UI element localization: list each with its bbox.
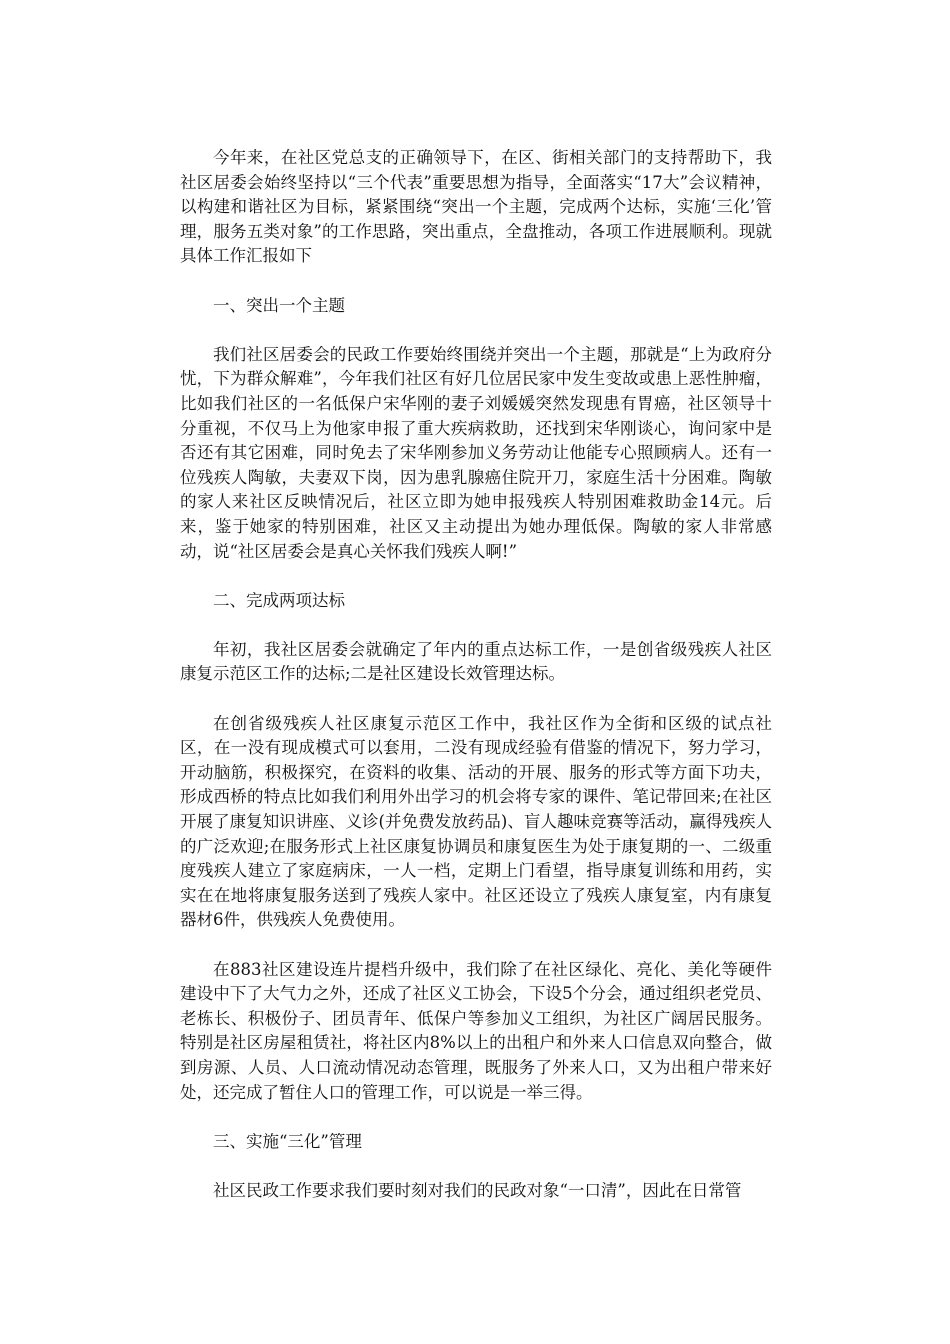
section-2-paragraph-1: 年初，我社区居委会就确定了年内的重点达标工作，一是创省级残疾人社区康复示范区工作的达标;二是社区建设长效管理达标。 [180,639,772,684]
section-2-paragraph-3: 在883社区建设连片提档升级中，我们除了在社区绿化、亮化、美化等硬件建设中下了大气力之外，还成了社区义工协会，下设5个分会，通过组织老党员、老栋长、积极份子、团员青年、低保户等参加义工组织，为社区广阔居民服务。特别是社区房屋租赁社，将社区内8%以上的出租户和外来人口信息双向整合，做到房源、人员、人口流动情况动态管理，既服务了外来人口，又为出租户带来好处，还完成了暂住人口的管理工作，可以说是一举三得。 [180,959,772,1102]
document-body [180,146,772,1204]
section-heading-2: 二、完成两项达标 [213,590,345,610]
section-1-paragraph: 我们社区居委会的民政工作要始终围绕并突出一个主题，那就是“上为政府分忧，下为群众解难”，今年我们社区有好几位居民家中发生变故或患上恶性肿瘤，比如我们社区的一名低保户宋华刚的妻子刘媛媛突然发现患有胃癌，社区领导十分重视，不仅马上为他家申报了重大疾病救助，还找到宋华刚谈心，询问家中是否还有其它困难，同时免去了宋华刚参加义务劳动让他能专心照顾病人。还有一位残疾人陶敏，夫妻双下岗，因为患乳腺癌住院开刀，家庭生活十分困难。陶敏的家人来社区反映情况后，社区立即为她申报残疾人特别困难救助金14元。后来，鉴于她家的特别困难，社区又主动提出为她办理低保。陶敏的家人非常感动，说“社区居委会是真心关怀我们残疾人啊!” [180,344,772,561]
section-heading-1: 一、突出一个主题 [213,295,345,315]
section-3-paragraph: 社区民政工作要求我们要时刻对我们的民政对象“一口清”，因此在日常管 [213,1180,742,1200]
section-2-paragraph-2: 在创省级残疾人社区康复示范区工作中，我社区作为全街和区级的试点社区，在一没有现成模式可以套用，二没有现成经验有借鉴的情况下，努力学习，开动脑筋，积极探究，在资料的收集、活动的开展、服务的形式等方面下功夫，形成西桥的特点比如我们利用外出学习的机会将专家的课件、笔记带回来;在社区开展了康复知识讲座、义诊(并免费发放药品)、盲人趣味竞赛等活动，赢得残疾人的广泛欢迎;在服务形式上社区康复协调员和康复医生为处于康复期的一、二级重度残疾人建立了家庭病床，一人一档，定期上门看望，指导康复训练和用药，实实在在地将康复服务送到了残疾人家中。社区还设立了残疾人康复室，内有康复器材6件，供残疾人免费使用。 [180,713,772,930]
section-heading-3: 三、实施“三化”管理 [213,1131,362,1151]
intro-paragraph: 今年来，在社区党总支的正确领导下，在区、街相关部门的支持帮助下，我社区居委会始终坚持以“三个代表”重要思想为指导，全面落实“17大”会议精神，以构建和谐社区为目标，紧紧围绕“突出一个主题，完成两个达标，实施‘三化’管理，服务五类对象”的工作思路，突出重点，全盘推动，各项工作进展顺利。现就具体工作汇报如下 [180,148,772,266]
